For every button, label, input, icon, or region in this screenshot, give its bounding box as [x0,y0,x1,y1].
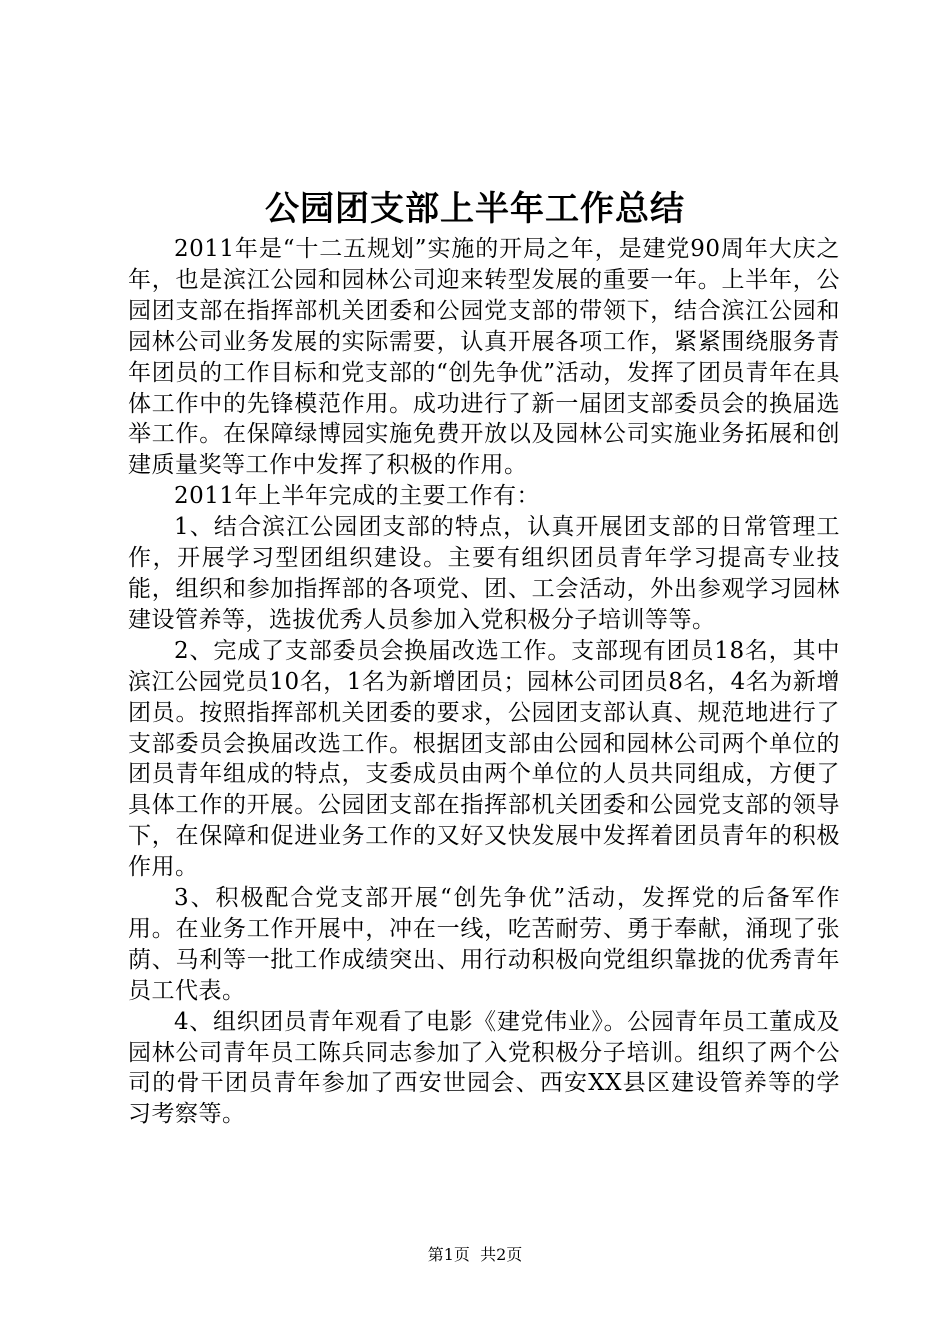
paragraph-intro: 2011年是“十二五规划”实施的开局之年，是建党90周年大庆之年，也是滨江公园和园林公司迎来转型发展的重要一年。上半年，公园团支部在指挥部机关团委和公园党支部的带领下，结合滨江公园和园林公司业务发展的实际需要，认真开展各项工作，紧紧围绕服务青年团员的工作目标和党支部的“创先争优”活动，发挥了团员青年在具体工作中的先锋模范作用。成功进行了新一届团支部委员会的换届选举工作。在保障绿博园实施免费开放以及园林公司实施业务拓展和创建质量奖等工作中发挥了积极的作用。 [128,236,840,479]
paragraph-item-3: 3、积极配合党支部开展“创先争优”活动，发挥党的后备军作用。在业务工作开展中，冲在一线，吃苦耐劳、勇于奉献，涌现了张荫、马利等一批工作成绩突出、用行动积极向党组织靠拢的优秀青年员工代表。 [128,885,840,1004]
footer-spacer [470,1245,480,1264]
page-total: 共2页 [480,1245,523,1264]
document-body [128,234,840,1130]
paragraph-summary-heading: 2011年上半年完成的主要工作有： [174,483,541,510]
paragraph-item-1: 1、结合滨江公园团支部的特点，认真开展团支部的日常管理工作，开展学习型团组织建设。主要有组织团员青年学习提高专业技能，组织和参加指挥部的各项党、团、工会活动，外出参观学习园林建设管养等，选拔优秀人员参加入党积极分子培训等等。 [128,514,840,633]
page-footer [0,1244,950,1266]
paragraph-item-4: 4、组织团员青年观看了电影《建党伟业》。公园青年员工董成及园林公司青年员工陈兵同志参加了入党积极分子培训。组织了两个公司的骨干团员青年参加了西安世园会、西安XX县区建设管养等的学习考察等。 [128,1008,840,1128]
document-title: 公园团支部上半年工作总结 [265,189,685,229]
paragraph-item-2: 2、完成了支部委员会换届改选工作。支部现有团员18名，其中滨江公园党员10名，1名为新增团员；园林公司团员8名，4名为新增团员。按照指挥部机关团委的要求，公园团支部认真、规范地进行了支部委员会换届改选工作。根据团支部由公园和园林公司两个单位的团员青年组成的特点，支委成员由两个单位的人员共同组成，方便了具体工作的开展。公园团支部在指挥部机关团委和公园党支部的领导下，在保障和促进业务工作的又好又快发展中发挥着团员青年的积极作用。 [128,637,840,881]
page-number: 第1页 [427,1245,470,1264]
